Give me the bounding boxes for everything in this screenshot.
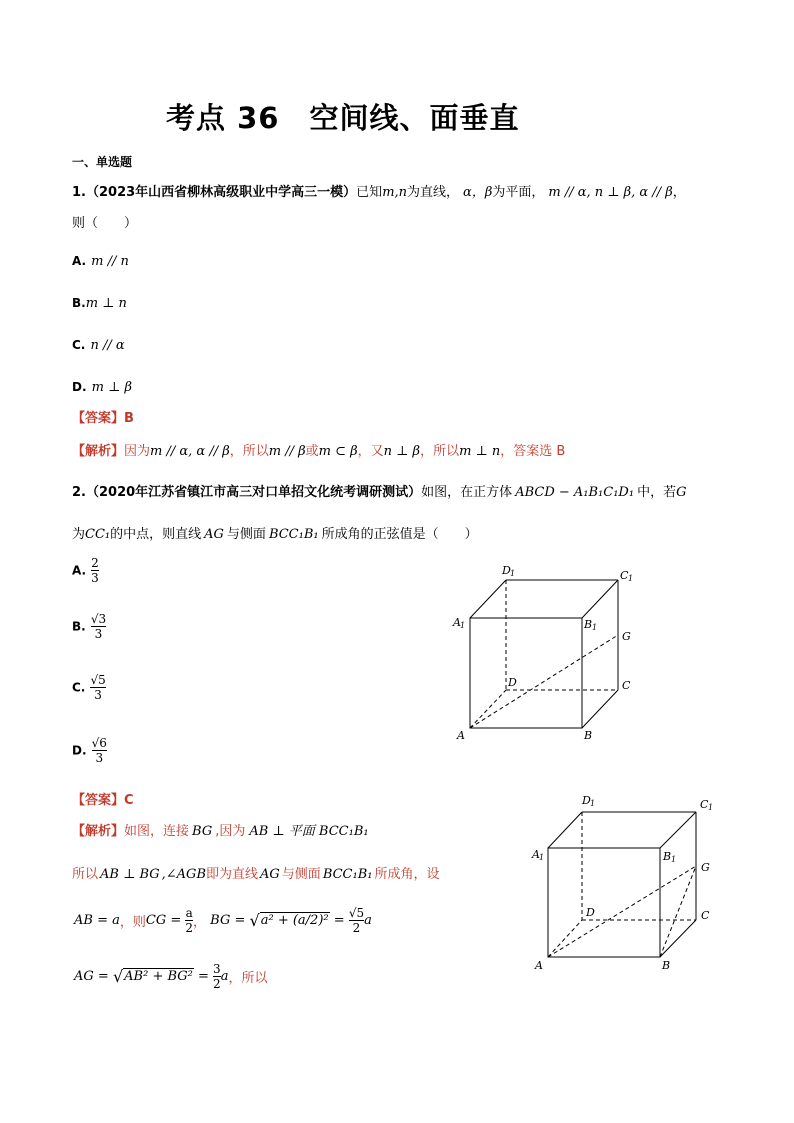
math: a² + (a/2)² — [260, 913, 329, 928]
text: 为平面， — [492, 185, 545, 200]
text: 为直线， — [407, 185, 460, 200]
text: ， — [672, 185, 686, 200]
label-c1: C — [700, 798, 709, 811]
option-d[interactable]: D. m ⊥ β — [72, 380, 132, 395]
math: a — [220, 969, 229, 984]
label-c: C — [622, 679, 631, 692]
sqrt-sign: √ — [249, 911, 260, 930]
option-c[interactable]: C. n // α — [72, 338, 125, 353]
math: BCC₁B₁ — [322, 867, 373, 882]
label-a1: A — [532, 848, 540, 861]
math: α， — [463, 185, 485, 200]
svg-text:1: 1 — [539, 853, 545, 862]
label-b1: B — [584, 618, 593, 631]
analysis-2-line2: 所以 AB ⊥ BG ,∠AGB即为直线 AG 与侧面 BCC₁B₁ 所成角，设 — [72, 867, 440, 882]
math: n ⊥ β — [383, 444, 421, 459]
svg-text:1: 1 — [592, 623, 598, 632]
math: CG = — [145, 913, 182, 928]
math: AB ⊥ 平面 BCC₁B₁ — [249, 824, 369, 839]
math: AG — [260, 867, 280, 882]
math: AG — [204, 527, 224, 542]
question-source: （2020年江苏省镇江市高三对口单招文化统考调研测试） — [85, 485, 422, 500]
fraction: $\frac{√5}{3}$ — [90, 673, 106, 702]
math: m,n — [382, 185, 408, 200]
math: ABCD − A₁B₁C₁D₁ — [515, 485, 635, 500]
cube-front-face — [548, 848, 660, 957]
math: AG = — [74, 969, 109, 984]
question-1-stem — [72, 184, 686, 202]
math: G — [676, 485, 687, 500]
math: a — [364, 913, 372, 928]
fraction: $\frac{√5}{2}$ — [348, 906, 365, 935]
math: AB = a — [74, 913, 120, 928]
label-b: B — [584, 729, 593, 742]
math: m // n — [91, 254, 129, 269]
analysis-1: 【解析】因为m // α, α // β，所以m // β或m ⊂ β，又n ⊥ β，所以m ⊥ n，答案选 B — [72, 444, 566, 459]
label-b1: B — [663, 850, 672, 863]
label-d: D — [508, 676, 517, 689]
fraction: $\frac{√3}{3}$ — [90, 612, 107, 641]
line-bg — [660, 866, 696, 957]
label-b: B — [662, 959, 671, 972]
analysis-2-line4: AG = √AB² + BG² = $\frac{3}{2}$ a，所以 — [74, 962, 268, 991]
math: ,∠AGB — [161, 867, 206, 882]
label-d1: D — [502, 564, 511, 577]
math: AB² + BG² — [124, 969, 193, 984]
question-number: 1. — [72, 185, 86, 200]
cube-figure-solution — [530, 788, 730, 976]
label-a: A — [457, 729, 465, 742]
math: BG = — [210, 913, 246, 928]
page-title: 考点 36 空间线、面垂直 — [166, 101, 520, 135]
math: BCC₁B₁ — [268, 527, 319, 542]
question-1-stem-line2: 则（ ） — [72, 216, 138, 231]
label-a: A — [535, 959, 543, 972]
svg-text:1: 1 — [671, 855, 677, 864]
label-g: G — [701, 861, 710, 874]
question-number: 2. — [72, 485, 86, 500]
math: β — [484, 185, 493, 200]
math: m // α, n ⊥ β, α // β — [548, 185, 673, 200]
svg-text:1: 1 — [510, 569, 516, 578]
fraction: $\frac{√6}{3}$ — [91, 736, 107, 765]
answer-1: 【答案】B — [72, 411, 134, 426]
math: = — [198, 969, 209, 984]
option-a[interactable]: A. m // n — [72, 254, 129, 269]
math: m // β — [268, 444, 306, 459]
label-d: D — [586, 906, 595, 919]
text: 已知 — [356, 185, 383, 200]
svg-text:1: 1 — [460, 621, 466, 630]
cube-front-face — [470, 618, 582, 728]
question-source: （2023年山西省柳林高级职业中学高三一模） — [85, 185, 357, 200]
math: m // α, α // β — [150, 444, 230, 459]
fraction: $\frac{a}{2}$ — [185, 906, 194, 935]
label-g: G — [622, 630, 631, 643]
option-d[interactable]: D. $\frac{√6}{3}$ — [72, 736, 107, 765]
answer-2: 【答案】C — [72, 793, 134, 808]
math: n // α — [90, 338, 125, 353]
math: = — [333, 913, 345, 928]
svg-text:1: 1 — [708, 803, 714, 812]
cube-figure-question — [450, 562, 650, 747]
math: m ⊥ n — [459, 444, 501, 459]
math: m ⊂ β — [318, 444, 358, 459]
math: AB ⊥ BG — [100, 867, 160, 882]
math: m ⊥ β — [91, 380, 132, 395]
sqrt-sign: √ — [112, 967, 124, 986]
label-d1: D — [582, 794, 591, 807]
label-c: C — [701, 909, 710, 922]
option-a[interactable]: A. $\frac{2}{3}$ — [72, 556, 99, 585]
label-c1: C — [620, 569, 629, 582]
math: CC₁ — [85, 527, 111, 542]
question-2-stem-line2: 为CC₁的中点，则直线 AG 与侧面 BCC₁B₁ 所成角的正弦值是（ ） — [72, 527, 478, 542]
label-a1: A — [453, 616, 461, 629]
math: m ⊥ n — [85, 296, 127, 311]
svg-text:1: 1 — [590, 799, 596, 808]
option-b[interactable]: B. $\frac{√3}{3}$ — [72, 612, 107, 641]
analysis-2-line3: AB = a，则CG = $\frac{a}{2}$ ， BG = √a² + (a/2)² = $\frac{√5}{2}$ a — [74, 906, 372, 935]
math: BG — [192, 824, 213, 839]
option-c[interactable]: C. $\frac{√5}{3}$ — [72, 673, 106, 702]
question-2-stem: 2.（2020年江苏省镇江市高三对口单招文化统考调研测试）如图，在正方体 ABCD − A₁B₁C₁D₁ 中，若G — [72, 485, 687, 500]
analysis-2-line1: 【解析】如图，连接 BG ,因为 AB ⊥ 平面 BCC₁B₁ — [72, 824, 369, 839]
option-b[interactable]: B.m ⊥ n — [72, 296, 127, 311]
fraction: $\frac{3}{2}$ — [213, 962, 221, 991]
fraction: $\frac{2}{3}$ — [91, 556, 99, 585]
svg-text:1: 1 — [628, 574, 634, 583]
section-heading: 一、单选题 — [72, 155, 133, 169]
